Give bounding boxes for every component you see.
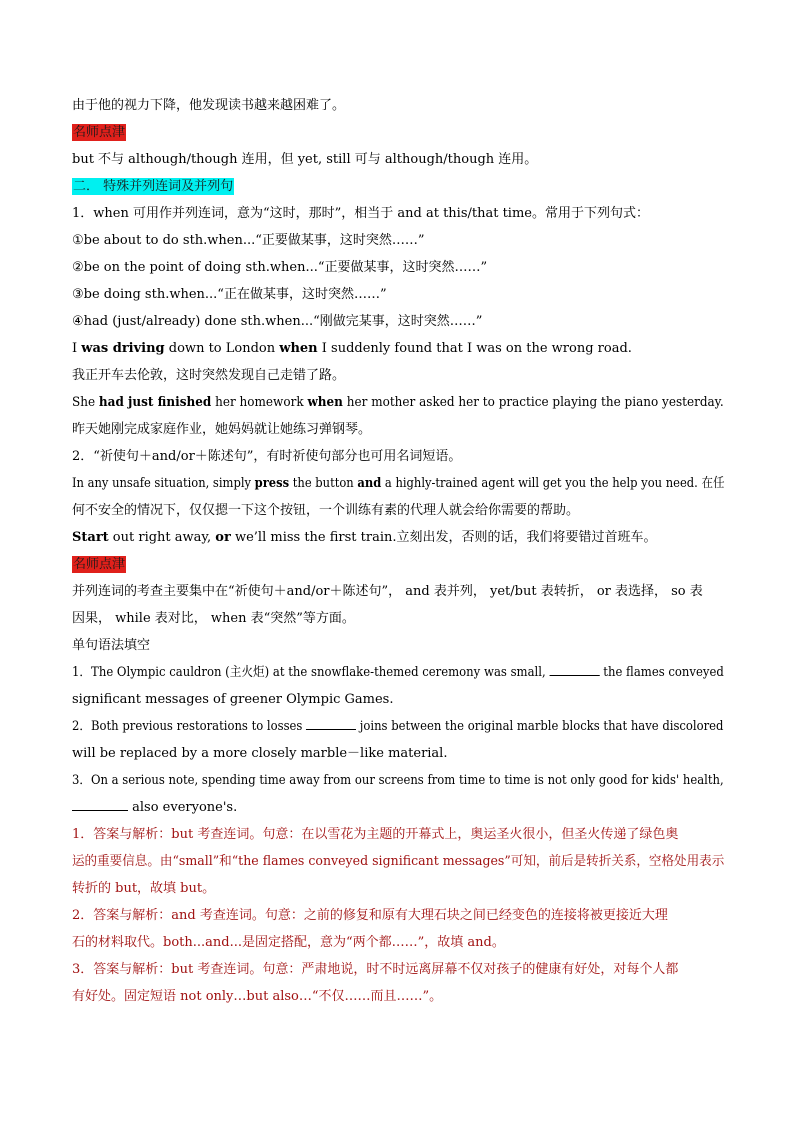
tip-2-line-2: 因果， while 表对比， when 表“突然”等方面。	[72, 611, 355, 626]
example-1: I was driving down to London when I suddenly found that I was on the wrong road.	[72, 341, 632, 356]
question-2-line-1: 2．Both previous restorations to losses joins between the original marble blocks that have discolored	[72, 719, 724, 734]
tip-header-2	[72, 551, 724, 578]
example-3-translation: 何不安全的情况下，仅仅摁一下这个按钮，一个训练有素的代理人就会给你需要的帮助。	[72, 503, 580, 518]
tip-tag: 名师点津	[73, 125, 126, 140]
question-1-line-1: 1．The Olympic cauldron (主火炬) at the snowflake-themed ceremony was small, the flames conveyed	[72, 665, 724, 680]
tip-tag-2: 名师点津	[73, 557, 126, 572]
tip-text: but 不与 although/though 连用，但 yet, still 可与 although/though 连用。	[72, 152, 538, 167]
pattern-4: ④had (just/already) done sth.when...“刚做完某事，这时突然……”	[72, 314, 483, 329]
exercise-title: 单句语法填空	[72, 638, 151, 653]
translation-line: 由于他的视力下降，他发现读书越来越困难了。	[72, 98, 346, 113]
answer-1-line-1: 1．答案与解析：but 考查连词。句意：在以雪花为主题的开幕式上，奥运圣火很小，但圣火传递了绿色奥	[72, 827, 679, 842]
answer-1-line-2: 运的重要信息。由“small”和“the flames conveyed significant messages”可知，前后是转折关系，空格处用表示	[72, 854, 725, 869]
question-1-line-2: significant messages of greener Olympic Games.	[72, 692, 394, 707]
answer-3-line-2: 有好处。固定短语 not only…but also…“不仅……而且……”。	[72, 989, 443, 1004]
tip-header	[72, 119, 724, 146]
pattern-2: ②be on the point of doing sth.when...“正要做某事，这时突然……”	[72, 260, 488, 275]
answer-3-line-1: 3．答案与解析：but 考查连词。句意：严肃地说，时不时远离屏幕不仅对孩子的健康有好处，对每个人都	[72, 962, 679, 977]
document-page	[72, 92, 724, 1010]
answer-1-line-3: 转折的 but，故填 but。	[72, 881, 216, 896]
section-title: 二． 特殊并列连词及并列句	[73, 179, 234, 194]
answer-blank-2[interactable]	[306, 717, 356, 730]
question-3-line-1: 3．On a serious note, spending time away from our screens from time to time is not only good for kids' health,	[72, 773, 724, 788]
pattern-3: ③be doing sth.when...“正在做某事，这时突然……”	[72, 287, 387, 302]
pattern-1: ①be about to do sth.when...“正要做某事，这时突然……”	[72, 233, 425, 248]
example-2-translation: 昨天她刚完成家庭作业，她妈妈就让她练习弹钢琴。	[72, 422, 372, 437]
example-2: She had just finished her homework when her mother asked her to practice playing the piano yesterday.	[72, 395, 724, 410]
answer-blank-3[interactable]	[72, 798, 128, 811]
rule-2: 2．“祈使句＋and/or＋陈述句”，有时祈使句部分也可用名词短语。	[72, 449, 462, 464]
example-1-translation: 我正开车去伦敦，这时突然发现自己走错了路。	[72, 368, 346, 383]
answer-2-line-1: 2．答案与解析：and 考查连词。句意：之前的修复和原有大理石块之间已经变色的连接将被更接近大理	[72, 908, 668, 923]
answer-blank-1[interactable]	[549, 663, 599, 676]
section-header	[72, 173, 724, 200]
answer-2-line-2: 石的材料取代。both...and...是固定搭配，意为“两个都……”，故填 and。	[72, 935, 505, 950]
question-2-line-2: will be replaced by a more closely marble－like material.	[72, 746, 448, 761]
rule-1: 1．when 可用作并列连词，意为“这时，那时”，相当于 and at this/that time。常用于下列句式：	[72, 206, 649, 221]
tip-2-line-1: 并列连词的考查主要集中在“祈使句＋and/or＋陈述句”， and 表并列， yet/but 表转折， or 表选择， so 表	[72, 584, 703, 599]
question-3-line-2: also everyone's.	[72, 794, 724, 821]
example-4: Start out right away, or we’ll miss the first train.立刻出发，否则的话，我们将要错过首班车。	[72, 530, 657, 545]
example-3: In any unsafe situation, simply press the button and a highly-trained agent will get you the help you need. 在任	[72, 476, 725, 491]
